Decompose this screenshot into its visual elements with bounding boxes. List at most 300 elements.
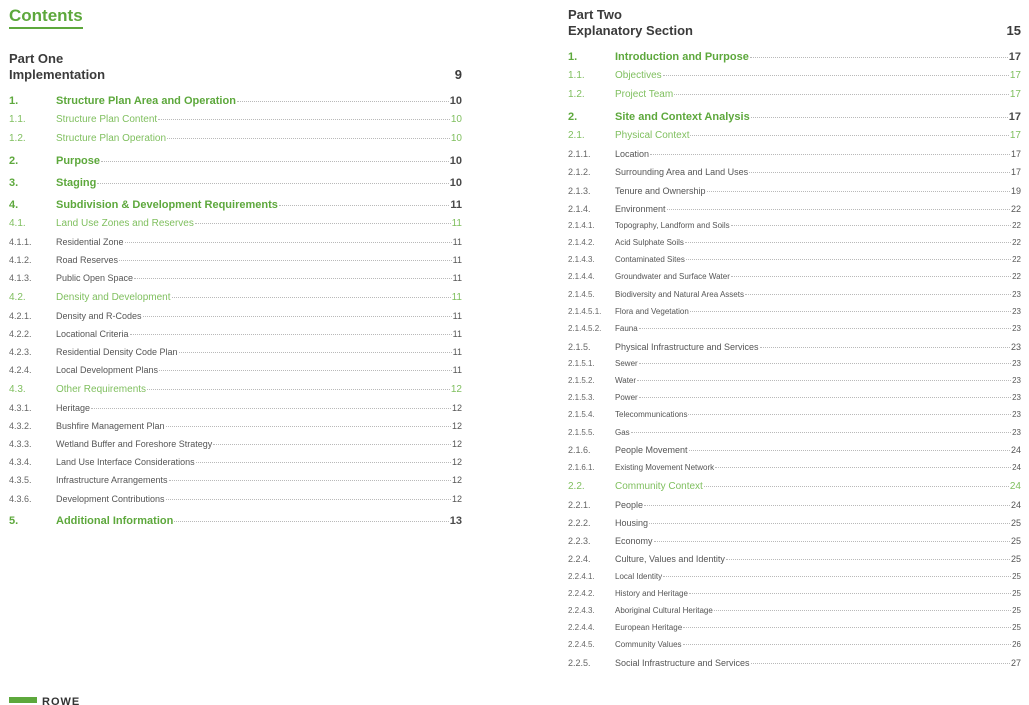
toc-entry-title: History and Heritage <box>615 589 688 598</box>
toc-entry-number: 2.1.5. <box>568 342 591 352</box>
toc-entry-page: 12 <box>451 457 462 467</box>
toc-entry[interactable] <box>568 428 1021 437</box>
toc-entry-number: 2.1.1. <box>568 149 591 159</box>
toc-entry[interactable] <box>568 272 1021 281</box>
dot-leader <box>749 172 1010 173</box>
toc-entry-number: 2.1.4. <box>568 204 591 214</box>
toc-entry-number: 2.1.4.1. <box>568 221 595 230</box>
dot-leader <box>690 311 1011 312</box>
dot-leader <box>750 57 1008 58</box>
toc-entry-page: 25 <box>1010 554 1021 564</box>
toc-entry-title: Culture, Values and Identity <box>615 554 725 564</box>
toc-entry-title: Residential Density Code Plan <box>56 347 178 357</box>
toc-entry-page: 22 <box>1012 221 1021 230</box>
toc-entry-page: 11 <box>450 199 462 211</box>
dot-leader <box>158 119 450 120</box>
toc-entry-page: 11 <box>451 292 462 303</box>
toc-entry[interactable] <box>9 133 462 144</box>
toc-entry-number: 4.3.1. <box>9 403 32 413</box>
toc-entry-title: Groundwater and Surface Water <box>615 272 730 281</box>
toc-entry[interactable] <box>9 329 462 339</box>
company-logo <box>9 697 89 705</box>
part-subtitle: Explanatory Section <box>568 23 693 38</box>
toc-entry-number: 2.2.5. <box>568 658 591 668</box>
toc-entry-title: Density and R-Codes <box>56 311 142 321</box>
dot-leader <box>683 644 1012 645</box>
toc-entry-number: 4.2.1. <box>9 311 32 321</box>
toc-entry-number: 4.3.5. <box>9 475 32 485</box>
toc-entry[interactable] <box>568 481 1021 492</box>
dot-leader <box>174 521 448 522</box>
toc-entry-title: Land Use Zones and Reserves <box>56 218 194 229</box>
dot-leader <box>172 297 451 298</box>
toc-entry-number: 2.1.4.5.2. <box>568 324 602 333</box>
toc-entry-title: Physical Infrastructure and Services <box>615 342 759 352</box>
toc-entry[interactable] <box>568 572 1021 581</box>
toc-entry-title: Road Reserves <box>56 255 119 265</box>
dot-leader <box>119 260 452 261</box>
dot-leader <box>704 486 1009 487</box>
toc-entry[interactable] <box>9 95 462 107</box>
toc-entry-title: Site and Context Analysis <box>615 111 750 123</box>
toc-entry-title: Purpose <box>56 155 101 167</box>
dot-leader <box>751 117 1008 118</box>
toc-entry-page: 24 <box>1009 481 1021 492</box>
toc-entry[interactable] <box>568 221 1021 230</box>
toc-entry[interactable] <box>9 457 462 467</box>
toc-entry[interactable] <box>568 376 1021 385</box>
dot-leader <box>731 225 1012 226</box>
toc-entry-title: Structure Plan Area and Operation <box>56 95 236 107</box>
toc-entry-title: Fauna <box>615 324 638 333</box>
toc-entry-title: Acid Sulphate Soils <box>615 238 684 247</box>
toc-entry[interactable] <box>9 384 462 395</box>
toc-entry-page: 12 <box>451 421 462 431</box>
dot-leader <box>169 480 451 481</box>
toc-entry-title: Economy <box>615 536 653 546</box>
toc-entry[interactable] <box>9 114 462 125</box>
toc-entry-title: Structure Plan Content <box>56 114 158 125</box>
toc-entry-title: Tenure and Ownership <box>615 186 706 196</box>
toc-entry-page: 12 <box>450 384 462 395</box>
toc-entry-page: 10 <box>449 177 462 189</box>
toc-entry-title: Density and Development <box>56 292 171 303</box>
toc-entry-page: 10 <box>450 133 462 144</box>
toc-entry-page: 10 <box>449 155 462 167</box>
toc-entry-page: 17 <box>1008 111 1021 123</box>
toc-entry[interactable] <box>568 518 1021 528</box>
toc-entry-number: 2.1.5.4. <box>568 410 595 419</box>
toc-entry-number: 2.2.4.2. <box>568 589 595 598</box>
toc-entry-number: 2.2. <box>568 481 585 492</box>
toc-entry-title: Additional Information <box>56 515 174 527</box>
toc-entry[interactable] <box>568 463 1021 472</box>
toc-entry-number: 2.1.5.5. <box>568 428 595 437</box>
toc-entry-page: 17 <box>1009 70 1021 81</box>
toc-entry-number: 2. <box>568 111 578 123</box>
part-page-number: 15 <box>1006 23 1021 38</box>
toc-entry-number: 2.2.4.4. <box>568 623 595 632</box>
dot-leader <box>167 138 450 139</box>
toc-entry[interactable] <box>568 606 1021 615</box>
toc-entry[interactable] <box>568 89 1021 100</box>
dot-leader <box>689 593 1011 594</box>
toc-entry-page: 23 <box>1012 290 1021 299</box>
toc-entry-number: 2.1. <box>568 130 585 141</box>
dot-leader <box>760 347 1010 348</box>
dot-leader <box>179 352 452 353</box>
toc-entry[interactable] <box>568 186 1021 196</box>
toc-entry-number: 1.1. <box>9 114 26 125</box>
toc-entry-page: 23 <box>1012 393 1021 402</box>
toc-entry-page: 25 <box>1010 518 1021 528</box>
toc-entry[interactable] <box>568 393 1021 402</box>
toc-entry-page: 11 <box>452 329 462 339</box>
toc-entry-title: European Heritage <box>615 623 683 632</box>
dot-leader <box>195 223 451 224</box>
toc-entry-number: 4.3.2. <box>9 421 32 431</box>
dot-leader <box>134 278 452 279</box>
dot-leader <box>683 627 1011 628</box>
toc-entry-title: Objectives <box>615 70 662 81</box>
dot-leader <box>125 242 452 243</box>
part-page-number: 9 <box>454 67 462 82</box>
toc-entry-number: 1. <box>568 51 578 63</box>
toc-entry[interactable] <box>568 658 1021 668</box>
dot-leader <box>637 380 1011 381</box>
toc-entry-number: 4.1.2. <box>9 255 32 265</box>
toc-entry-page: 23 <box>1012 410 1021 419</box>
dot-leader <box>663 75 1009 76</box>
toc-entry-page: 17 <box>1009 130 1021 141</box>
toc-entry-page: 23 <box>1012 324 1021 333</box>
toc-entry-page: 11 <box>452 273 462 283</box>
toc-entry-page: 23 <box>1012 376 1021 385</box>
toc-entry-number: 2.1.4.2. <box>568 238 595 247</box>
toc-entry-title: Locational Criteria <box>56 329 129 339</box>
toc-entry-title: Infrastructure Arrangements <box>56 475 168 485</box>
toc-entry-number: 4.3.6. <box>9 494 32 504</box>
toc-entry-page: 25 <box>1012 572 1021 581</box>
toc-entry-page: 11 <box>452 365 462 375</box>
dot-leader <box>631 432 1011 433</box>
toc-entry[interactable] <box>568 51 1021 63</box>
toc-entry[interactable] <box>568 554 1021 564</box>
toc-entry-title: Topography, Landform and Soils <box>615 221 730 230</box>
toc-entry[interactable] <box>568 536 1021 546</box>
dot-leader <box>166 499 451 500</box>
toc-entry[interactable] <box>9 347 462 357</box>
toc-entry-page: 24 <box>1010 500 1021 510</box>
dot-leader <box>639 397 1011 398</box>
toc-entry[interactable] <box>9 199 462 211</box>
toc-entry-page: 11 <box>451 218 462 229</box>
toc-entry-number: 4.2.2. <box>9 329 32 339</box>
toc-entry[interactable] <box>568 111 1021 123</box>
toc-entry[interactable] <box>568 130 1021 141</box>
toc-entry-title: Development Contributions <box>56 494 165 504</box>
toc-entry-title: Structure Plan Operation <box>56 133 167 144</box>
toc-entry-page: 11 <box>452 237 462 247</box>
toc-entry[interactable] <box>568 445 1021 455</box>
toc-entry-title: Staging <box>56 177 97 189</box>
toc-entry-title: Location <box>615 149 650 159</box>
toc-entry-number: 3. <box>9 177 19 189</box>
toc-entry-number: 2.2.3. <box>568 536 591 546</box>
toc-entry[interactable] <box>9 255 462 265</box>
toc-entry-title: Heritage <box>56 403 91 413</box>
toc-entry[interactable] <box>568 640 1021 649</box>
dot-leader <box>686 259 1011 260</box>
toc-entry-page: 23 <box>1012 359 1021 368</box>
toc-entry-number: 2.2.4.5. <box>568 640 595 649</box>
toc-entry-number: 1.1. <box>568 70 585 81</box>
dot-leader <box>745 294 1011 295</box>
toc-entry-number: 2.1.6. <box>568 445 591 455</box>
toc-entry-title: Other Requirements <box>56 384 147 395</box>
dot-leader <box>147 389 450 390</box>
toc-entry[interactable] <box>9 475 462 485</box>
toc-entry-page: 13 <box>449 515 462 527</box>
toc-entry-page: 11 <box>452 311 462 321</box>
toc-entry[interactable] <box>568 290 1021 299</box>
toc-entry[interactable] <box>9 177 462 189</box>
toc-entry-title: Project Team <box>615 89 674 100</box>
dot-leader <box>91 408 451 409</box>
toc-entry-title: Physical Context <box>615 130 690 141</box>
toc-entry[interactable] <box>568 204 1021 214</box>
dot-leader <box>213 444 451 445</box>
toc-entry-number: 4.3.3. <box>9 439 32 449</box>
toc-entry-page: 17 <box>1008 51 1021 63</box>
toc-entry-title: Surrounding Area and Land Uses <box>615 167 749 177</box>
toc-entry-page: 22 <box>1012 272 1021 281</box>
toc-entry-number: 4.2.4. <box>9 365 32 375</box>
toc-entry[interactable] <box>568 410 1021 419</box>
toc-entry-title: Local Development Plans <box>56 365 159 375</box>
toc-entry-number: 4.1.1. <box>9 237 32 247</box>
toc-entry-page: 12 <box>451 494 462 504</box>
toc-entry[interactable] <box>9 403 462 413</box>
toc-entry-number: 2.1.5.2. <box>568 376 595 385</box>
toc-entry-number: 4. <box>9 199 19 211</box>
toc-entry-page: 25 <box>1010 536 1021 546</box>
toc-entry[interactable] <box>9 237 462 247</box>
toc-entry-title: Introduction and Purpose <box>615 51 749 63</box>
dot-leader <box>166 426 451 427</box>
toc-entry-number: 2.1.4.3. <box>568 255 595 264</box>
toc-entry-page: 17 <box>1010 149 1021 159</box>
toc-entry-page: 24 <box>1010 445 1021 455</box>
toc-entry[interactable] <box>568 623 1021 632</box>
toc-entry-number: 2.2.4.3. <box>568 606 595 615</box>
dot-leader <box>279 205 449 206</box>
dot-leader <box>644 505 1010 506</box>
logo-bar <box>9 697 37 703</box>
toc-entry-number: 2.2.1. <box>568 500 591 510</box>
toc-entry-number: 2.1.4.4. <box>568 272 595 281</box>
toc-entry-page: 19 <box>1010 186 1021 196</box>
toc-entry-title: Sewer <box>615 359 638 368</box>
toc-entry-title: Flora and Vegetation <box>615 307 689 316</box>
dot-leader <box>130 334 452 335</box>
toc-entry[interactable] <box>568 70 1021 81</box>
dot-leader <box>667 209 1010 210</box>
toc-entry-page: 25 <box>1012 589 1021 598</box>
dot-leader <box>196 462 451 463</box>
part-label: Part Two <box>568 7 622 22</box>
toc-entry-number: 1.2. <box>568 89 585 100</box>
toc-entry[interactable] <box>9 311 462 321</box>
toc-entry[interactable] <box>9 494 462 504</box>
toc-entry-number: 2.2.4. <box>568 554 591 564</box>
toc-entry[interactable] <box>568 324 1021 333</box>
toc-entry-number: 2. <box>9 155 19 167</box>
dot-leader <box>688 414 1011 415</box>
toc-entry-number: 2.1.6.1. <box>568 463 595 472</box>
toc-entry-page: 24 <box>1012 463 1021 472</box>
toc-entry-page: 11 <box>452 255 462 265</box>
toc-entry-number: 2.1.4.5. <box>568 290 595 299</box>
dot-leader <box>639 363 1011 364</box>
toc-entry-title: Subdivision & Development Requirements <box>56 199 278 211</box>
toc-entry-title: Community Values <box>615 640 682 649</box>
toc-entry-page: 12 <box>451 403 462 413</box>
toc-entry[interactable] <box>568 589 1021 598</box>
toc-entry-page: 23 <box>1012 307 1021 316</box>
toc-entry-page: 22 <box>1012 255 1021 264</box>
toc-entry[interactable] <box>9 439 462 449</box>
toc-entry-title: Gas <box>615 428 630 437</box>
dot-leader <box>237 101 449 102</box>
dot-leader <box>714 610 1011 611</box>
dot-leader <box>159 370 452 371</box>
toc-entry-page: 27 <box>1010 658 1021 668</box>
dot-leader <box>663 576 1011 577</box>
toc-entry[interactable] <box>568 307 1021 316</box>
toc-entry-number: 2.1.2. <box>568 167 591 177</box>
toc-entry-title: Water <box>615 376 637 385</box>
toc-entry[interactable] <box>9 292 462 303</box>
dot-leader <box>97 183 448 184</box>
toc-entry-number: 5. <box>9 515 19 527</box>
toc-entry-number: 4.1. <box>9 218 26 229</box>
dot-leader <box>731 276 1011 277</box>
toc-entry[interactable] <box>568 255 1021 264</box>
toc-entry[interactable] <box>568 149 1021 159</box>
toc-entry[interactable] <box>9 155 462 167</box>
toc-entry-title: Public Open Space <box>56 273 134 283</box>
dot-leader <box>101 161 449 162</box>
toc-entry-title: Residential Zone <box>56 237 124 247</box>
dot-leader <box>649 523 1010 524</box>
toc-entry-page: 17 <box>1009 89 1021 100</box>
toc-entry-number: 4.2. <box>9 292 26 303</box>
toc-entry-page: 22 <box>1012 238 1021 247</box>
dot-leader <box>650 154 1010 155</box>
toc-entry-number: 4.3.4. <box>9 457 32 467</box>
toc-entry-number: 2.1.5.1. <box>568 359 595 368</box>
dot-leader <box>689 450 1010 451</box>
toc-entry-title: Bushfire Management Plan <box>56 421 165 431</box>
toc-entry[interactable] <box>568 500 1021 510</box>
toc-entry-page: 23 <box>1012 428 1021 437</box>
dot-leader <box>674 94 1009 95</box>
toc-entry[interactable] <box>568 167 1021 177</box>
toc-entry[interactable] <box>9 515 462 527</box>
toc-entry-page: 11 <box>452 347 462 357</box>
toc-entry-number: 2.2.4.1. <box>568 572 595 581</box>
dot-leader <box>143 316 452 317</box>
toc-entry-number: 2.1.3. <box>568 186 591 196</box>
toc-entry[interactable] <box>9 218 462 229</box>
dot-leader <box>639 328 1011 329</box>
toc-entry-page: 22 <box>1010 204 1021 214</box>
part-subtitle: Implementation <box>9 67 106 82</box>
toc-entry-title: Land Use Interface Considerations <box>56 457 195 467</box>
logo-text: ROWE <box>42 697 81 705</box>
toc-entry-title: Contaminated Sites <box>615 255 685 264</box>
toc-entry-number: 4.3. <box>9 384 26 395</box>
toc-entry-number: 4.2.3. <box>9 347 32 357</box>
part-one-heading <box>9 51 462 83</box>
dot-leader <box>690 135 1008 136</box>
toc-entry[interactable] <box>568 238 1021 247</box>
part-two-heading <box>568 7 1021 39</box>
toc-entry-title: Wetland Buffer and Foreshore Strategy <box>56 439 213 449</box>
toc-entry[interactable] <box>9 421 462 431</box>
toc-entry-title: Aboriginal Cultural Heritage <box>615 606 713 615</box>
dot-leader <box>751 663 1010 664</box>
toc-entry-title: People <box>615 500 644 510</box>
toc-entry-title: Biodiversity and Natural Area Assets <box>615 290 744 299</box>
dot-leader <box>707 191 1010 192</box>
toc-entry-title: Housing <box>615 518 649 528</box>
toc-entry-title: People Movement <box>615 445 688 455</box>
toc-entry-title: Local Identity <box>615 572 663 581</box>
toc-entry-page: 25 <box>1012 606 1021 615</box>
toc-entry-page: 23 <box>1010 342 1021 352</box>
toc-entry-number: 2.2.2. <box>568 518 591 528</box>
dot-leader <box>685 242 1011 243</box>
toc-entry-page: 10 <box>450 114 462 125</box>
toc-entry-page: 26 <box>1012 640 1021 649</box>
toc-entry-page: 25 <box>1012 623 1021 632</box>
toc-entry-number: 4.1.3. <box>9 273 32 283</box>
toc-entry[interactable] <box>568 359 1021 368</box>
toc-entry-number: 1.2. <box>9 133 26 144</box>
toc-entry-title: Community Context <box>615 481 703 492</box>
toc-entry[interactable] <box>568 342 1021 352</box>
toc-entry-page: 12 <box>451 475 462 485</box>
toc-entry-title: Environment <box>615 204 666 214</box>
dot-leader <box>726 559 1010 560</box>
toc-entry-title: Social Infrastructure and Services <box>615 658 750 668</box>
toc-entry[interactable] <box>9 365 462 375</box>
toc-entry-number: 2.1.4.5.1. <box>568 307 602 316</box>
dot-leader <box>715 467 1011 468</box>
toc-entry-title: Telecommunications <box>615 410 688 419</box>
toc-entry-number: 2.1.5.3. <box>568 393 595 402</box>
toc-entry-page: 12 <box>451 439 462 449</box>
toc-entry-title: Existing Movement Network <box>615 463 715 472</box>
contents-title: Contents <box>9 6 83 29</box>
toc-entry-number: 1. <box>9 95 19 107</box>
toc-entry-page: 17 <box>1010 167 1021 177</box>
toc-entry[interactable] <box>9 273 462 283</box>
toc-entry-page: 10 <box>449 95 462 107</box>
dot-leader <box>654 541 1010 542</box>
